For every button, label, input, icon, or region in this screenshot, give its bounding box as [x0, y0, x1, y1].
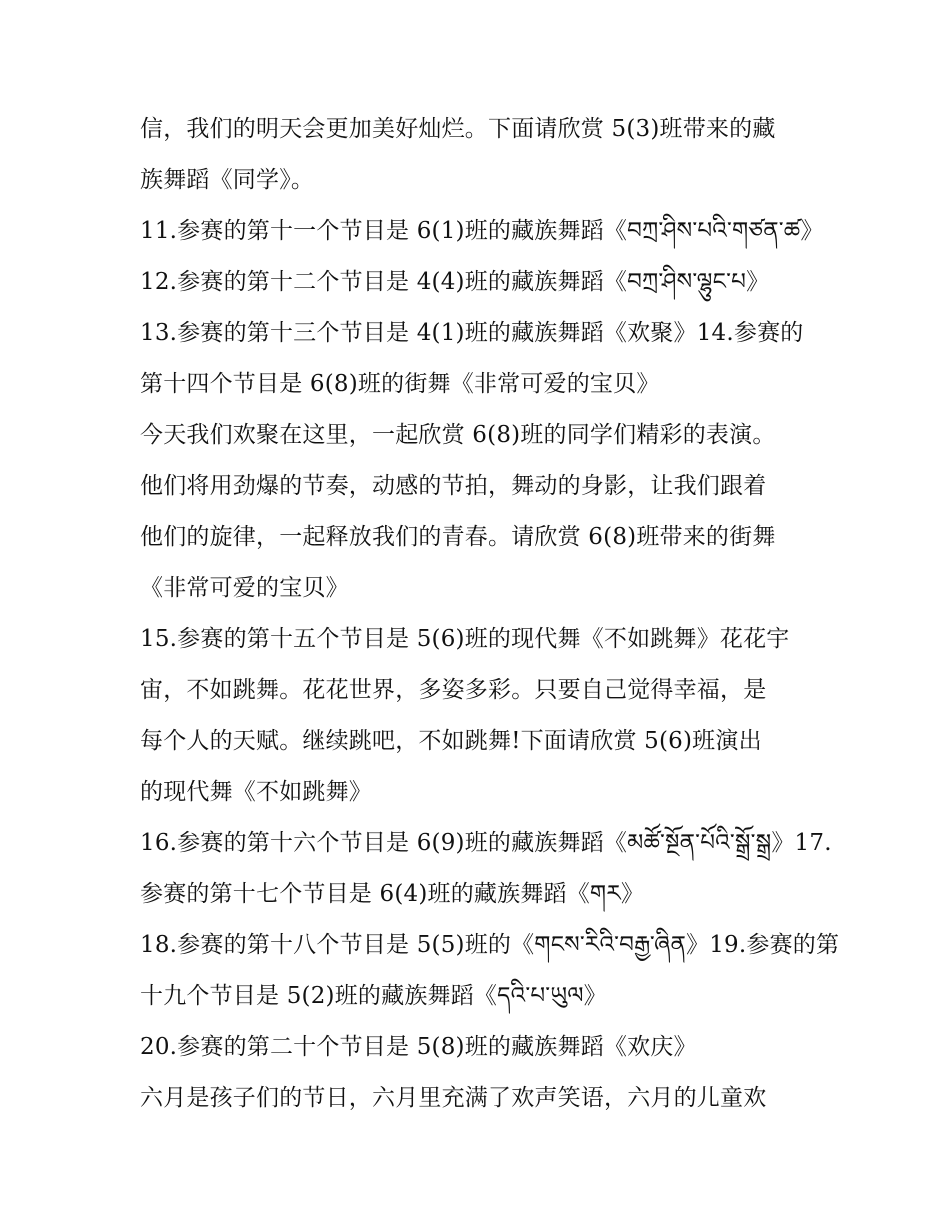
- text-line: 13.参赛的第十三个节目是 4(1)班的藏族舞蹈《欢聚》14.参赛的: [140, 320, 804, 346]
- text-line: 15.参赛的第十五个节目是 5(6)班的现代舞《不如跳舞》花花宇: [140, 626, 790, 652]
- text-line: 信，我们的明天会更加美好灿烂。下面请欣赏 5(3)班带来的藏: [140, 116, 776, 142]
- text-line: 每个人的天赋。继续跳吧，不如跳舞!下面请欣赏 5(6)班演出: [140, 728, 762, 754]
- text-line: 的现代舞《不如跳舞》: [140, 779, 372, 805]
- body-text: [140, 104, 840, 1124]
- text-line: 宙，不如跳舞。花花世界，多姿多彩。只要自己觉得幸福，是: [140, 677, 767, 703]
- text-line: 六月是孩子们的节日，六月里充满了欢声笑语，六月的儿童欢: [140, 1085, 767, 1111]
- text-line: 他们将用劲爆的节奏，动感的节拍，舞动的身影，让我们跟着: [140, 473, 767, 499]
- text-line: 第十四个节目是 6(8)班的街舞《非常可爱的宝贝》: [140, 371, 660, 397]
- text-line: 他们的旋律，一起释放我们的青春。请欣赏 6(8)班带来的街舞: [140, 524, 776, 550]
- text-line: 11.参赛的第十一个节目是 6(1)班的藏族舞蹈《བཀྲ་ཤིས་པའི་གཙན་ཚ》: [140, 218, 824, 244]
- text-line: 十九个节目是 5(2)班的藏族舞蹈《དའི་པ་ཡུལ》: [140, 983, 607, 1009]
- text-line: 16.参赛的第十六个节目是 6(9)班的藏族舞蹈《མཚོ་སྔོན་པོའི་སྒྲོ་སྒྲ》17.: [140, 830, 832, 856]
- text-line: 参赛的第十七个节目是 6(4)班的藏族舞蹈《གར》: [140, 881, 645, 907]
- text-line: 《非常可爱的宝贝》: [140, 575, 349, 601]
- text-line: 20.参赛的第二十个节目是 5(8)班的藏族舞蹈《欢庆》: [140, 1034, 697, 1060]
- text-line: 今天我们欢聚在这里，一起欣赏 6(8)班的同学们精彩的表演。: [140, 422, 776, 448]
- text-line: 族舞蹈《同学》。: [140, 167, 315, 193]
- text-line: 12.参赛的第十二个节目是 4(4)班的藏族舞蹈《བཀྲ་ཤིས་ལྷུང་པ》: [140, 269, 770, 295]
- text-line: 18.参赛的第十八个节目是 5(5)班的《གངས་རིའི་བརྒྱ་ཞིན》19.参赛的第: [140, 932, 840, 958]
